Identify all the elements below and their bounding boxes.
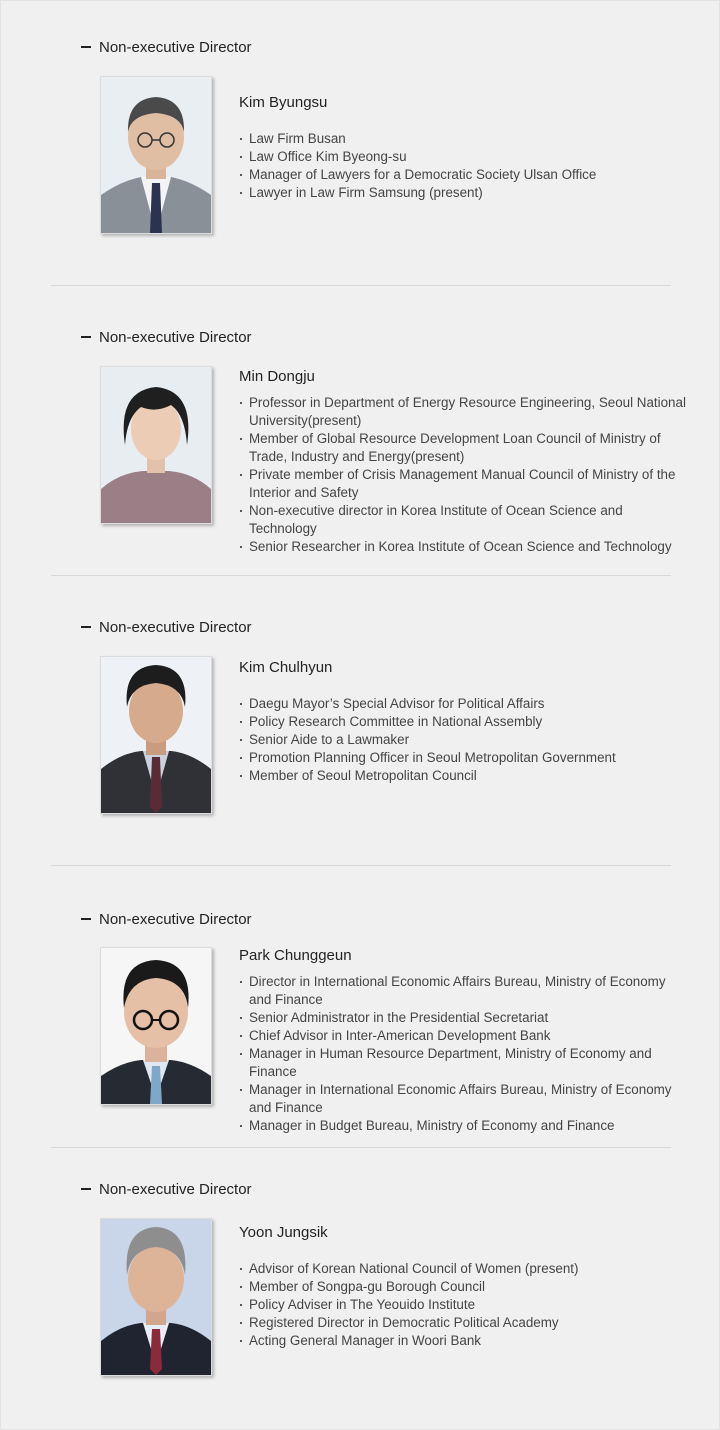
career-item: Law Firm Busan (238, 130, 688, 148)
section-title: Non-executive Director (99, 39, 252, 56)
career-item: Manager of Lawyers for a Democratic Society Ulsan Office (238, 166, 688, 184)
career-item: Member of Seoul Metropolitan Council (238, 767, 688, 785)
career-item: Senior Aide to a Lawmaker (238, 731, 688, 749)
career-item: Professor in Department of Energy Resource Engineering, Seoul National University(present) (238, 394, 688, 430)
career-item: Member of Global Resource Development Loan Council of Ministry of Trade, Industry and Energy(present) (238, 430, 688, 466)
section-heading (81, 618, 252, 638)
section-title: Non-executive Director (99, 1181, 252, 1198)
career-item: Private member of Crisis Management Manual Council of Ministry of the Interior and Safety (238, 466, 688, 502)
career-item: Manager in Human Resource Department, Ministry of Economy and Finance (238, 1045, 688, 1081)
career-list (238, 973, 688, 1135)
career-item: Advisor of Korean National Council of Women (present) (238, 1260, 688, 1278)
career-item: Promotion Planning Officer in Seoul Metropolitan Government (238, 749, 688, 767)
career-item: Member of Songpa-gu Borough Council (238, 1278, 688, 1296)
career-list (238, 130, 688, 202)
career-item: Acting General Manager in Woori Bank (238, 1332, 688, 1350)
director-name: Yoon Jungsik (239, 1224, 328, 1241)
section-title: Non-executive Director (99, 329, 252, 346)
career-item: Law Office Kim Byeong-su (238, 148, 688, 166)
director-photo (100, 76, 212, 234)
director-photo (100, 947, 212, 1105)
section-heading (81, 38, 252, 58)
career-item: Manager in International Economic Affairs Bureau, Ministry of Economy and Finance (238, 1081, 688, 1117)
section-heading (81, 910, 252, 930)
section-divider (51, 575, 671, 576)
director-photo (100, 366, 212, 524)
director-photo (100, 656, 212, 814)
career-item: Chief Advisor in Inter-American Development Bank (238, 1027, 688, 1045)
section-title: Non-executive Director (99, 619, 252, 636)
career-item: Senior Administrator in the Presidential Secretariat (238, 1009, 688, 1027)
section-divider (51, 285, 671, 286)
career-list (238, 695, 688, 785)
section-heading (81, 328, 252, 348)
dash-icon (81, 918, 91, 920)
career-item: Policy Adviser in The Yeouido Institute (238, 1296, 688, 1314)
section-title: Non-executive Director (99, 911, 252, 928)
career-item: Senior Researcher in Korea Institute of Ocean Science and Technology (238, 538, 688, 556)
section-divider (51, 1147, 671, 1148)
director-name: Min Dongju (239, 368, 315, 385)
career-item: Registered Director in Democratic Political Academy (238, 1314, 688, 1332)
director-name: Park Chunggeun (239, 947, 352, 964)
dash-icon (81, 626, 91, 628)
career-item: Lawyer in Law Firm Samsung (present) (238, 184, 688, 202)
director-name: Kim Chulhyun (239, 659, 333, 676)
director-name: Kim Byungsu (239, 94, 328, 111)
career-item: Non-executive director in Korea Institute of Ocean Science and Technology (238, 502, 688, 538)
director-photo (100, 1218, 212, 1376)
career-list (238, 1260, 688, 1350)
dash-icon (81, 336, 91, 338)
career-item: Manager in Budget Bureau, Ministry of Economy and Finance (238, 1117, 688, 1135)
section-divider (51, 865, 671, 866)
dash-icon (81, 1188, 91, 1190)
career-list (238, 394, 688, 556)
section-heading (81, 1180, 252, 1200)
dash-icon (81, 46, 91, 48)
career-item: Policy Research Committee in National Assembly (238, 713, 688, 731)
career-item: Director in International Economic Affairs Bureau, Ministry of Economy and Finance (238, 973, 688, 1009)
career-item: Daegu Mayor’s Special Advisor for Political Affairs (238, 695, 688, 713)
